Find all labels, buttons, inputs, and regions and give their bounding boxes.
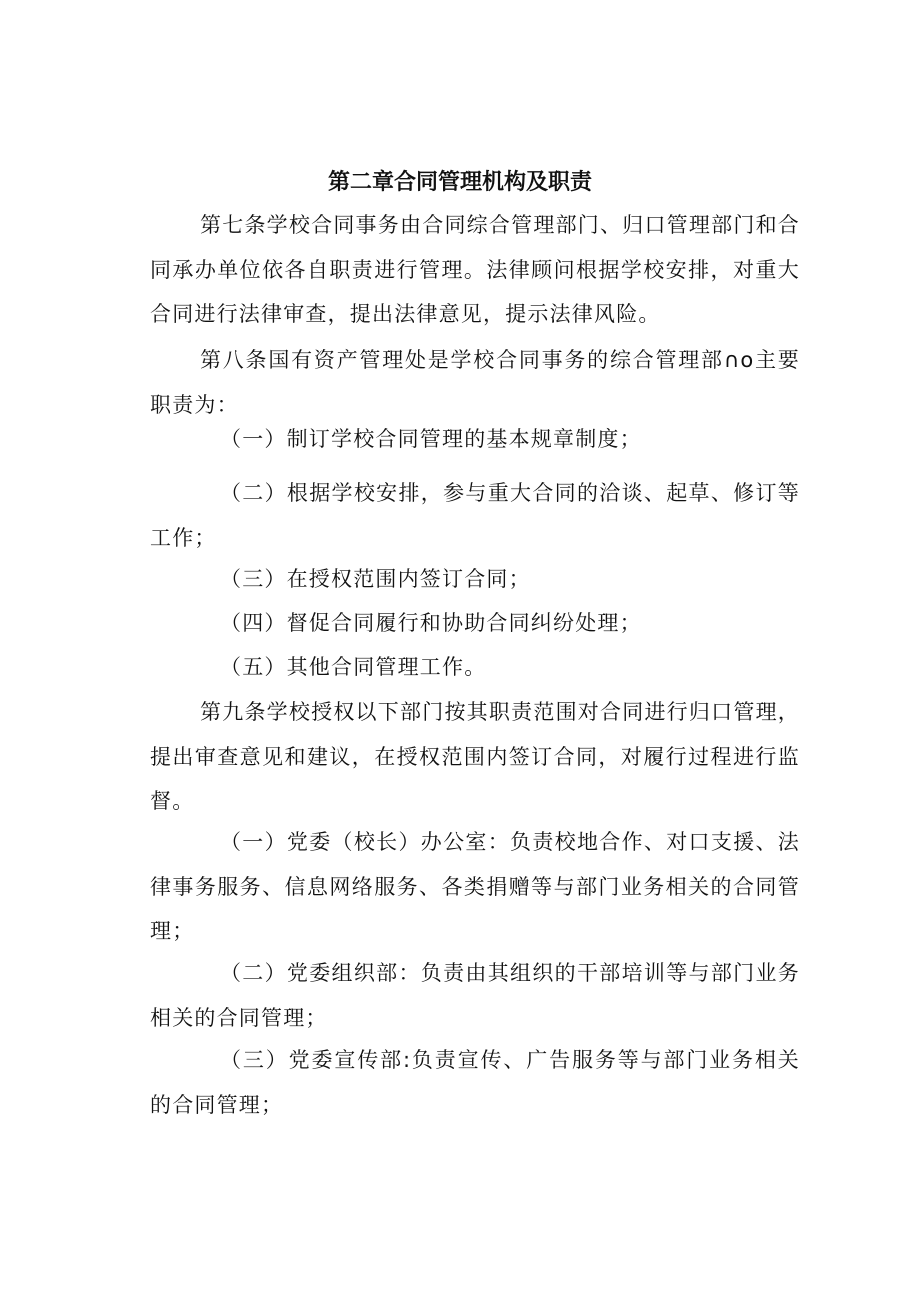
article-9-item-2: （二）党委组织部：负责由其组织的干部培训等与部门业务相关的合同管理； (150, 961, 800, 1030)
article-8-paragraph: 第八条国有资产管理处是学校合同事务的综合管理部∩o主要职责为： (150, 348, 800, 417)
article-8-item-5: （五）其他合同管理工作。 (220, 655, 487, 679)
article-8-item-1: （一）制订学校合同管理的基本规章制度； (220, 427, 642, 451)
article-7-paragraph: 第七条学校合同事务由合同综合管理部门、归口管理部门和合同承办单位依各自职责进行管理。法律顾问根据学校安排，对重大合同进行法律审查，提出法律意见，提示法律风险。 (150, 213, 800, 326)
article-8-item-4: （四）督促合同履行和协助合同纠纷处理； (220, 611, 642, 635)
article-9-item-1: （一）党委（校长）办公室：负责校地合作、对口支援、法律事务服务、信息网络服务、各类捐赠等与部门业务相关的合同管理； (150, 830, 800, 943)
article-9-item-3: （三）党委宣传部:负责宣传、广告服务等与部门业务相关的合同管理； (150, 1048, 800, 1117)
article-8-item-3: （三）在授权范围内签订合同； (220, 567, 531, 591)
chapter-title: 第二章合同管理机构及职责 (327, 170, 592, 195)
article-8-item-2: （二）根据学校安排，参与重大合同的洽谈、起草、修订等工作； (150, 481, 800, 550)
article-9-paragraph: 第九条学校授权以下部门按其职责范围对合同进行归口管理，提出审查意见和建议，在授权范围内签订合同，对履行过程进行监督。 (150, 700, 800, 813)
